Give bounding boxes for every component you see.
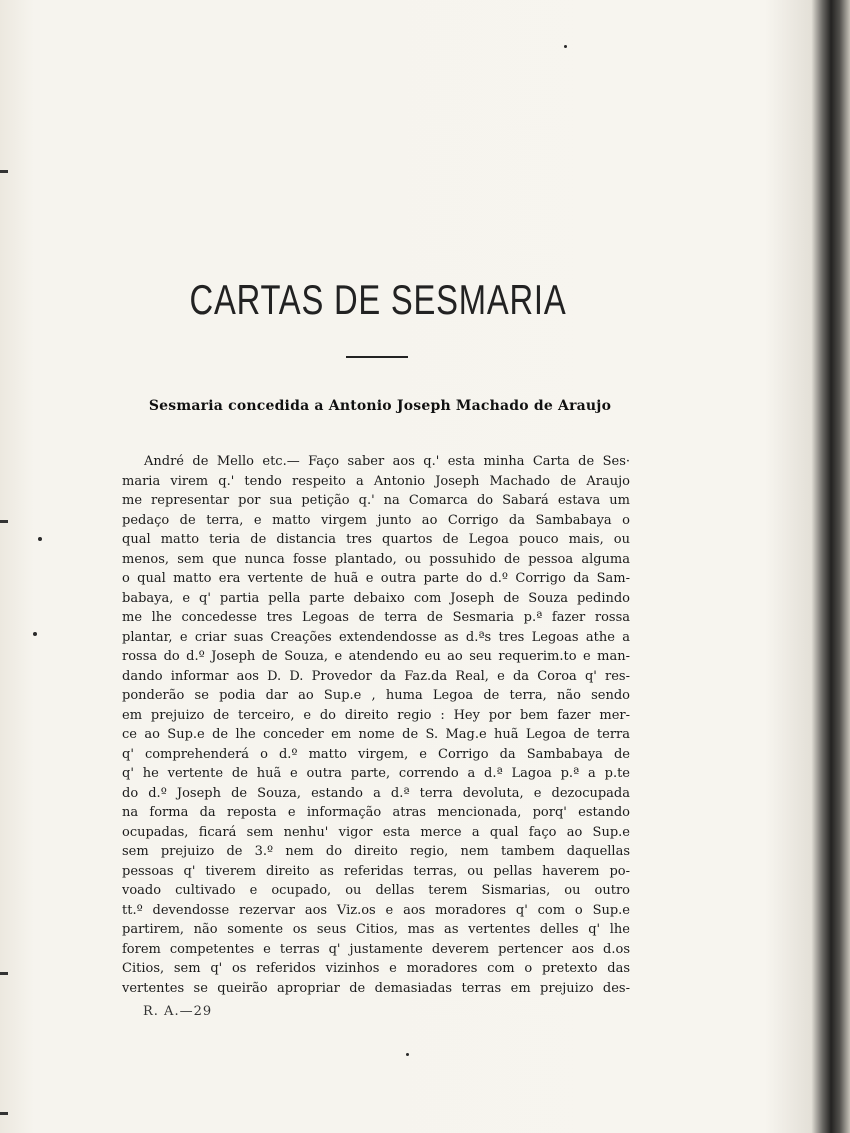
text-line: André de Mello etc.— Faço saber aos q.' esta minha Carta de Ses·	[144, 454, 630, 469]
ink-speck	[33, 632, 37, 636]
text-line: forem competentes e terras q' justamente deverem pertencer aos d.os	[122, 941, 630, 957]
section-heading: Sesmaria concedida a Antonio Joseph Machado de Araujo	[148, 398, 612, 414]
text-line: dando informar aos D. D. Provedor da Faz.da Real, e da Coroa q' res-	[122, 668, 630, 684]
text-line: pedaço de terra, e matto virgem junto ao Corrigo da Sambabaya o	[122, 512, 630, 528]
page-edge-marks	[0, 0, 10, 1133]
text-line: ocupadas, ficará sem nenhu' vigor esta merce a qual faço ao Sup.e	[122, 824, 630, 840]
ink-speck	[38, 537, 42, 541]
text-line: qual matto teria de distancia tres quartos de Legoa pouco mais, ou	[122, 532, 630, 547]
book-binding-shadow	[764, 0, 850, 1133]
text-line: maria virem q.' tendo respeito a Antonio Joseph Machado de Araujo	[122, 473, 630, 489]
text-line: pessoas q' tiverem direito as referidas terras, ou pellas haverem po-	[122, 863, 630, 879]
page-title: CARTAS DE SESMARIA	[189, 276, 567, 323]
text-line: babaya, e q' partia pella parte debaixo com Joseph de Souza pedindo	[122, 590, 630, 606]
signature-mark: R. A.—29	[143, 1004, 213, 1019]
text-line: do d.º Joseph de Souza, estando a d.ª terra devoluta, e dezocupada	[122, 785, 630, 801]
text-line: q' he vertente de huã e outra parte, correndo a d.ª Lagoa p.ª a p.te	[122, 766, 630, 781]
text-line: me lhe concedesse tres Legoas de terra de Sesmaria p.ª fazer rossa	[122, 610, 630, 625]
text-line: ce ao Sup.e de lhe conceder em nome de S. Mag.e huã Legoa de terra	[122, 727, 630, 742]
title-divider	[346, 356, 408, 358]
text-line: em prejuizo de terceiro, e do direito regio : Hey por bem fazer mer-	[122, 707, 630, 723]
text-line: partirem, não somente os seus Citios, mas as vertentes delles q' lhe	[122, 922, 630, 937]
text-line: me representar por sua petição q.' na Comarca do Sabará estava um	[122, 493, 630, 508]
text-line: Citios, sem q' os referidos vizinhos e moradores com o pretexto das	[122, 961, 630, 976]
text-line: tt.º devendosse rezervar aos Viz.os e aos moradores q' com o Sup.e	[122, 902, 630, 918]
text-line: rossa do d.º Joseph de Souza, e atendendo eu ao seu requerim.to e man-	[122, 649, 630, 664]
text-line: plantar, e criar suas Creações extendendosse as d.ªs tres Legoas athe a	[122, 629, 630, 645]
text-line: menos, sem que nunca fosse plantado, ou possuhido de pessoa alguma	[122, 551, 630, 567]
text-line: ponderão se podia dar ao Sup.e , huma Legoa de terra, não sendo	[122, 688, 630, 703]
ink-speck	[406, 1053, 409, 1056]
text-line: vertentes se queirão apropriar de demasiadas terras em prejuizo des-	[122, 980, 630, 996]
ink-speck	[564, 45, 567, 48]
text-line: q' comprehenderá o d.º matto virgem, e Corrigo da Sambabaya de	[122, 746, 630, 762]
text-line: voado cultivado e ocupado, ou dellas terem Sismarias, ou outro	[122, 883, 630, 898]
text-line: o qual matto era vertente de huã e outra parte do d.º Corrigo da Sam-	[122, 571, 630, 586]
text-line: na forma da reposta e informação atras mencionada, porq' estando	[122, 805, 630, 820]
body-paragraph	[122, 452, 630, 998]
text-line: sem prejuizo de 3.º nem do direito regio, nem tambem daquellas	[122, 844, 630, 859]
